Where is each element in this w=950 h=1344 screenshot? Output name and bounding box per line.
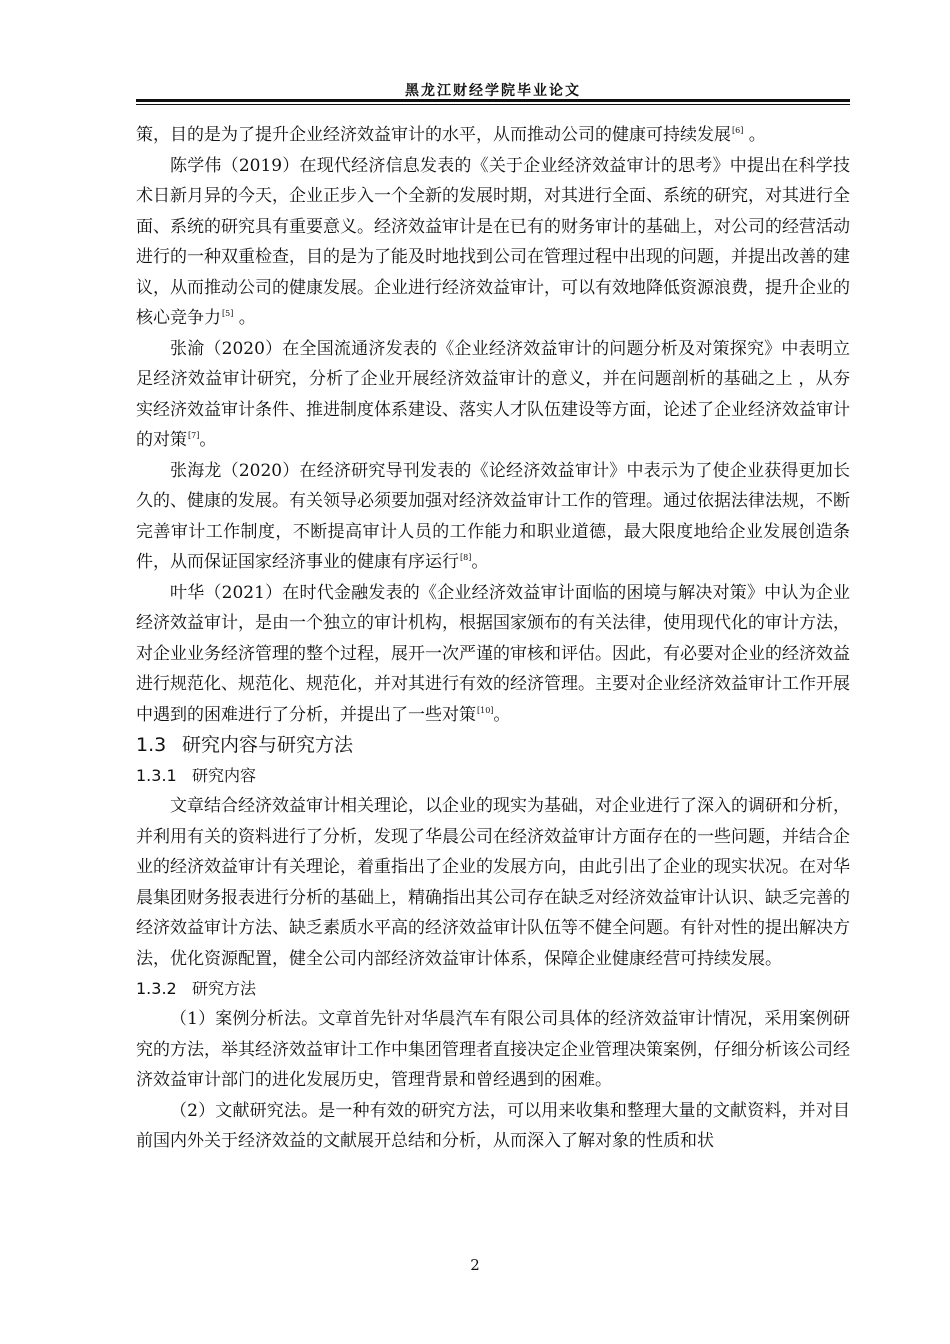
citation-ref: [8] (460, 553, 472, 562)
paragraph-ye-hua: 叶华（2021）在时代金融发表的《企业经济效益审计面临的困境与解决对策》中认为企业经济效益审计，是由一个独立的审计机构，根据国家颁布的有关法律，使用现代化的审计方法，对企业业务经济管理的整个过程，展开一次严谨的审核和评估。因此，有必要对企业的经济效益进行规范化、规范化、规范化，并对其进行有效的经济管理。主要对企业经济效益审计工作开展中遇到的困难进行了分析，并提出了一些对策[10]。 (136, 582, 850, 725)
subsection-heading-1-3-1: 1.3.1 研究内容 (136, 766, 257, 785)
paragraph-continued: 策，目的是为了提升企业经济效益审计的水平，从而推动公司的健康可持续发展[6] 。 (136, 125, 766, 145)
paragraph-case-analysis: （1）案例分析法。文章首先针对华晨汽车有限公司具体的经济效益审计情况，采用案例研究的方法，举其经济效益审计工作中集团管理者直接决定企业管理决策案例，仔细分析该公司经济效益审计部门的进化发展历史，管理背景和曾经遇到的困难。 (136, 1009, 850, 1090)
header-rule-thick (136, 99, 850, 102)
header-rule-thin (136, 104, 850, 105)
paragraph-research-content: 文章结合经济效益审计相关理论，以企业的现实为基础，对企业进行了深入的调研和分析，并利用有关的资料进行了分析，发现了华晨公司在经济效益审计方面存在的一些问题，并结合企业的经济效益审计有关理论，着重指出了企业的发展方向，由此引出了企业的现实状况。在对华晨集团财务报表进行分析的基础上，精确指出其公司存在缺乏对经济效益审计认识、缺乏完善的经济效益审计方法、缺乏素质水平高的经济效益审计队伍等不健全问题。有针对性的提出解决方法，优化资源配置，健全公司内部经济效益审计体系，保障企业健康经营可持续发展。 (136, 796, 850, 969)
subsection-heading-1-3-2: 1.3.2 研究方法 (136, 979, 257, 998)
paragraph-zhang-hailong: 张海龙（2020）在经济研究导刊发表的《论经济效益审计》中表示为了使企业获得更加长久的、健康的发展。有关领导必须要加强对经济效益审计工作的管理。通过依据法律法规，不断完善审计工作制度，不断提高审计人员的工作能力和职业道德，最大限度地给企业发展创造条件，从而保证国家经济事业的健康有序运行[8]。 (136, 460, 850, 572)
citation-ref: [7] (188, 431, 200, 440)
section-heading-1-3: 1.3 研究内容与研究方法 (136, 734, 354, 756)
page-number: 2 (470, 1256, 480, 1274)
paragraph-chen-xuewei: 陈学伟（2019）在现代经济信息发表的《关于企业经济效益审计的思考》中提出在科学技术日新月异的今天，企业正步入一个全新的发展时期，对其进行全面、系统的研究，对其进行全面、系统的研究具有重要意义。经济效益审计是在已有的财务审计的基础上，对公司的经营活动进行的一种双重检查，目的是为了能及时地找到公司在管理过程中出现的问题，并提出改善的建议，从而推动公司的健康发展。企业进行经济效益审计，可以有效地降低资源浪费，提升企业的核心竞争力[5] 。 (136, 155, 850, 328)
citation-ref: [10] (477, 705, 494, 715)
paragraph-literature-research: （2）文献研究法。是一种有效的研究方法，可以用来收集和整理大量的文献资料，并对目前国内外关于经济效益的文献展开总结和分析，从而深入了解对象的性质和状 (136, 1100, 850, 1151)
citation-ref: [6] (732, 126, 744, 135)
paragraph-zhang-yu: 张渝（2020）在全国流通济发表的《企业经济效益审计的问题分析及对策探究》中表明立足经济效益审计研究，分析了企业开展经济效益审计的意义，并在问题剖析的基础之上 ，从夯实经济效益审计条件、推进制度体系建设、落实人才队伍建设等方面，论述了企业经济效益审计的对策[7]。 (136, 338, 850, 450)
document-body (136, 120, 850, 1157)
page-header-title: 黑龙江财经学院毕业论文 (405, 83, 581, 99)
citation-ref: [5] (222, 309, 234, 318)
